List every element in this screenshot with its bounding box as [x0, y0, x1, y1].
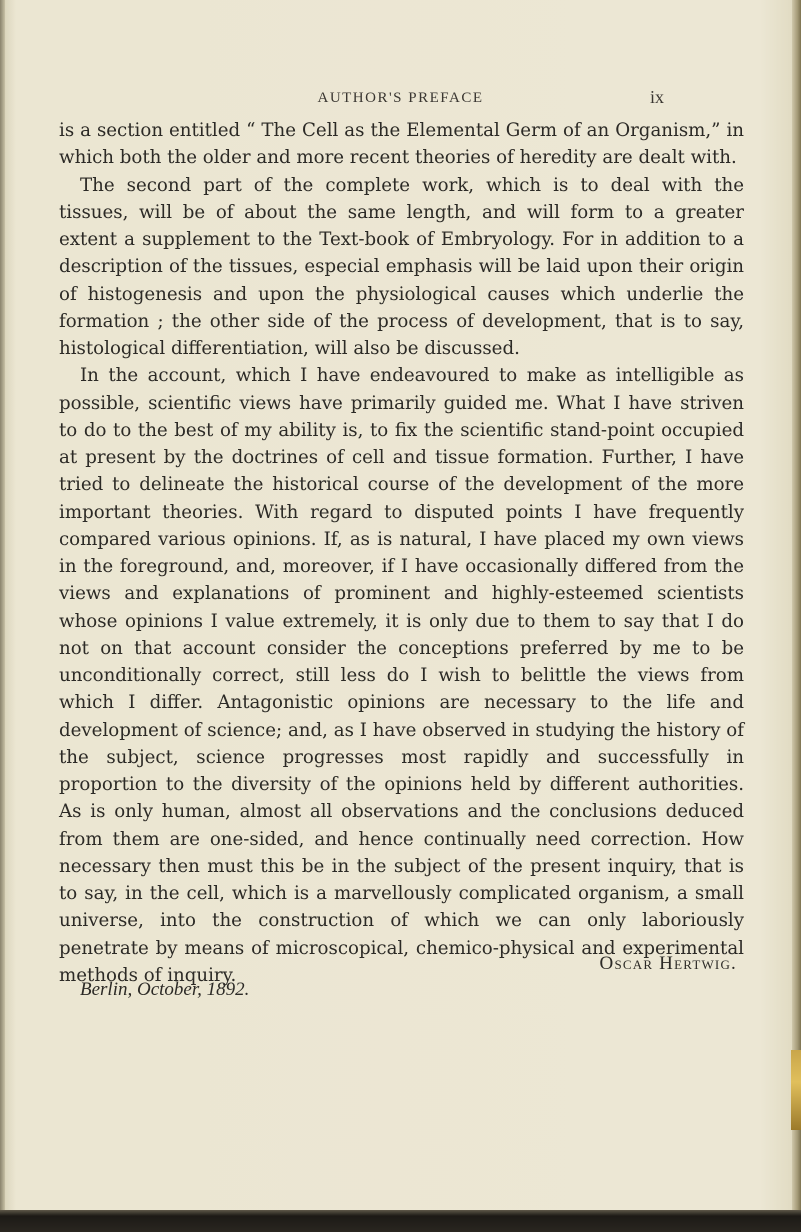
paragraph-1: is a section entitled “ The Cell as the Elemental Germ of an Organism,” in which both the older and more recent theories of heredity are dealt with. — [59, 120, 744, 169]
page-bottom-shadow — [0, 1210, 801, 1232]
page-edge-right — [792, 0, 801, 1232]
place-date: Berlin, October, 1892. — [80, 979, 250, 1000]
running-title: AUTHOR'S PREFACE — [317, 90, 484, 106]
page-header — [0, 87, 801, 114]
author-signature: Oscar Hertwig. — [599, 953, 737, 974]
paragraph-2: The second part of the complete work, which is to deal with the tissues, will be of about the same length, and will form to a greater extent a supplement to the Text-book of Embryology. For in addition to a description of the tissues, especial emphasis will be laid upon their origin of histogenesis and upon the physiological causes which underlie the formation ; the other side of the process of development, that is to say, histological differentiation, will also be discussed. — [59, 174, 744, 359]
signature-block — [59, 953, 744, 1009]
body-text — [59, 117, 744, 989]
bookmark-ribbon — [791, 1050, 801, 1130]
page-number: ix — [649, 87, 664, 107]
paragraph-3: In the account, which I have endeavoured to make as intelligible as possible, scientific views have primarily guided me. What I have striven to do to the best of my ability is, to fix the scientific stand-point occupied at present by the doctrines of cell and tissue formation. Further, I have tried to delineate the historical course of the development of the more important theories. With regard to disputed points I have frequently compared various opinions. If, as is natural, I have placed my own views in the foreground, and, moreover, if I have occasionally differed from the views and explanations of prominent and highly-esteemed scientists whose opinions I value extremely, it is only due to them to say that I do not on that account consider the conceptions preferred by me to be unconditionally correct, still less do I wish to belittle the views from which I differ. Antagonistic opinions are necessary to the life and development of science; and, as I have observed in studying the history of the subject, science progresses most rapidly and successfully in proportion to the diversity of the opinions held by different authorities. As is only human, almost all observations and the conclusions deduced from them are one-sided, and hence continually need correction. How necessary then must this be in the subject of the present inquiry, that is to say, in the cell, which is a marvellously complicated organism, a small universe, into the construction of which we can only laboriously penetrate by means of microscopical, chemico-physical and experimental methods of inquiry. — [59, 365, 744, 986]
page-gutter-left — [0, 0, 5, 1232]
